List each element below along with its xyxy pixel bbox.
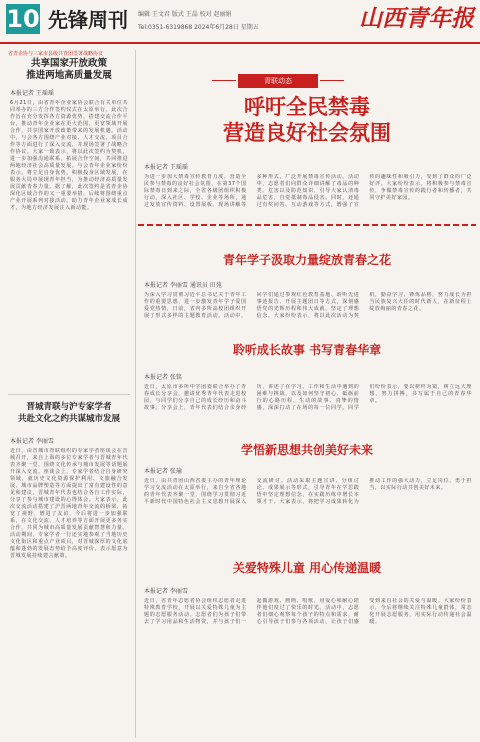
left-bottom-title-1: 晋城青联与沪专家学者 [26, 402, 112, 412]
section-title: 先锋周刊 [48, 8, 128, 32]
article4-byline: 本报记者 张瑜 [144, 468, 182, 475]
left-bottom-body: 近日，由晋城市青联组织的专家学者座谈会在晋城召开，来自上海的多位专家学者与晋城青年代表齐聚一堂，围绕文化传承与城市发展等话题展开深入交流。座谈会上，专家学者结合自身研究领域，就历史文化资源保护利用、文旅融合发展、城市品牌塑造等方面提出了富有建设性的意见和建议。晋城青年代表也结合各自工作实际，分享了参与城市建设的心得体会。大家表示，此次交流活动搭建了沪晋两地青年交流的桥梁，拓宽了视野，增进了友谊，今后将进一步加强联系，在文化交流、人才培养等方面开展更多务实合作，共同为城市高质量发展贡献智慧和力量。活动期间，专家学者一行还实地参观了当地历史文化街区和重点产业项目，对晋城深厚的文化底蕴和蓬勃的发展态势给予高度评价，表示愿意为晋城发展持续建言献策。 [10, 448, 128, 559]
article2-body: 为深入学习贯彻习近平总书记关于青年工作的重要思想，进一步激发青年学子爱国爱党热情，日前，省内多所高校团组织开展了形式多样的主题教育活动。活动中，同学们通过参观红色教育基地、聆听先进事迹报告、开展主题团日等方式，深刻感悟党的光辉历程和伟大成就，坚定了理想信念。大家纷纷表示，将以此次活动为契机，勤奋学习、锤炼品格，努力成长为担当民族复兴大任的时代新人，在新征程上绽放绚丽的青春之花。 [144, 292, 472, 319]
main-body: 为进一步加大禁毒宣传教育力度，营造全民参与禁毒的良好社会氛围，在第37个国际禁毒日到来之际，全省各级团组织积极行动，深入社区、学校、企业等场所，通过发放宣传资料、设置展板、现场讲解等多种形式，广泛开展禁毒宣传活动。活动中，志愿者们向群众详细讲解了毒品的种类、危害以及防范知识，引导大家认清毒品危害，自觉抵制毒品侵害。同时，还通过有奖问答、互动游戏等方式，增强了宣传的趣味性和吸引力，受到了群众的广泛好评。大家纷纷表示，将积极参与禁毒宣传，争做禁毒宣传的践行者和传播者，共同守护美好家园。 [144, 174, 472, 208]
left-top-title-1: 共享国家开放政策 [30, 58, 107, 69]
left-bottom-byline: 本报记者 李丽雪 [10, 438, 54, 445]
article3-body: 近日，太原市多所中学团委联合举办了青春成长分享会，邀请优秀青年代表走进校园，与同学们分享自己的成长经历和奋斗故事。分享会上，青年代表们结合亲身经历，讲述了在学习、工作和生活中遇到的困难与挑战，以及如何坚守初心、砥砺前行的心路历程。生动的故事、真挚的情感，深深打动了在场的每一位同学。同学们纷纷表示，要以榜样为镜，树立远大理想，努力拼搏，书写属于自己的青春华章。 [144, 384, 472, 411]
article4-body: 近日，由共青团山西省委主办的青年理论学习交流活动在太原举行，来自全省各地的青年代表齐聚一堂，围绕学习贯彻习近平新时代中国特色社会主义思想开展深入交流研讨。活动采取主题宣讲、分组讨论、成果展示等形式，引导青年在学思践悟中坚定理想信念，在实践历练中增长本领才干。大家表示，将把学习成果转化为推动工作的强大动力，立足岗位、勇于担当，以实际行动共创美好未来。 [144, 478, 472, 505]
column-divider [135, 50, 136, 738]
article4-headline: 学悟新思想共创美好未来 [240, 443, 373, 457]
section-badge: 青联动态 [238, 74, 318, 88]
editor-line: 编辑 王文君 版式 王晶 校对 赵丽娟 [138, 11, 232, 18]
main-headline-1: 呼吁全民禁毒 [244, 94, 370, 119]
contact-date-line: Tel:0351-6319868 2024年6月28日 星期五 [138, 24, 259, 31]
article5-body: 近日，省青年志愿者协会组织志愿者走进特殊教育学校，开展以关爱特殊儿童为主题的志愿服务活动。志愿者们为孩子们带去了学习用品和生活物资，并与孩子们一起做游戏、画画、唱歌，用爱心和耐心陪伴他们度过了快乐的时光。活动中，志愿者们细心观察每个孩子的特点和需求，耐心引导孩子们参与各项活动，让孩子们感受到来自社会的关爱与温暖。大家纷纷表示，今后将继续关注特殊儿童群体，常态化开展志愿服务，用实际行动传递社会温暖。 [144, 598, 472, 625]
article2-byline: 本报记者 李丽雪 通讯员 田苑 [144, 282, 222, 289]
left-top-title-2: 推进两地高质量发展 [26, 70, 112, 81]
main-byline: 本报记者 王瑶瑶 [144, 164, 188, 171]
left-top-body: 6月21日，由省青年企业家协会联合有关单位共同举办的三方合作签约仪式在太原举行。此次合作旨在充分发挥各方资源优势，搭建交流合作平台，推动青年企业家在更大范围、更宽领域开展合作，共享国家开放政策带来的发展机遇。活动中，与会各方围绕产业对接、人才交流、项目合作等方面进行了深入交流，并现场签署了战略合作协议。大家一致表示，将以此次签约为契机，进一步加强沟通联系，拓展合作空间，共同推进两地经济社会高质量发展。与会青年企业家纷纷表示，将立足自身优势，积极投身区域发展，在服务大局中展现青年担当，为推动经济高质量发展贡献青春力量。据了解，此次签约是省青企协深化区域合作的又一重要举措，后续将围绕重点产业开展系列对接活动，助力青年企业家成长成才，为地方经济发展注入新动能。 [10, 100, 128, 211]
page-number: 10 [6, 5, 40, 33]
article5-byline: 本报记者 李丽雪 [144, 588, 188, 595]
main-headline-2: 营造良好社会氛围 [223, 120, 391, 145]
article2-headline: 青年学子汲取力量绽放青春之花 [222, 253, 391, 267]
left-top-byline: 本报记者 王瑶瑶 [10, 90, 54, 97]
left-top-kicker: 省青企协与三家市县级共青团签署战略协议 [8, 51, 104, 57]
article3-byline: 本报记者 张铭 [144, 374, 182, 381]
newspaper-logo: 山西青年报 [359, 5, 474, 32]
separator-stripe [138, 224, 476, 226]
article3-headline: 聆听成长故事 书写青春华章 [232, 343, 382, 357]
article5-headline: 关爱特殊儿童 用心传递温暖 [232, 561, 382, 575]
left-bottom-title-2: 共赴文化之约共谋城市发展 [17, 414, 120, 424]
left-divider [8, 394, 130, 395]
